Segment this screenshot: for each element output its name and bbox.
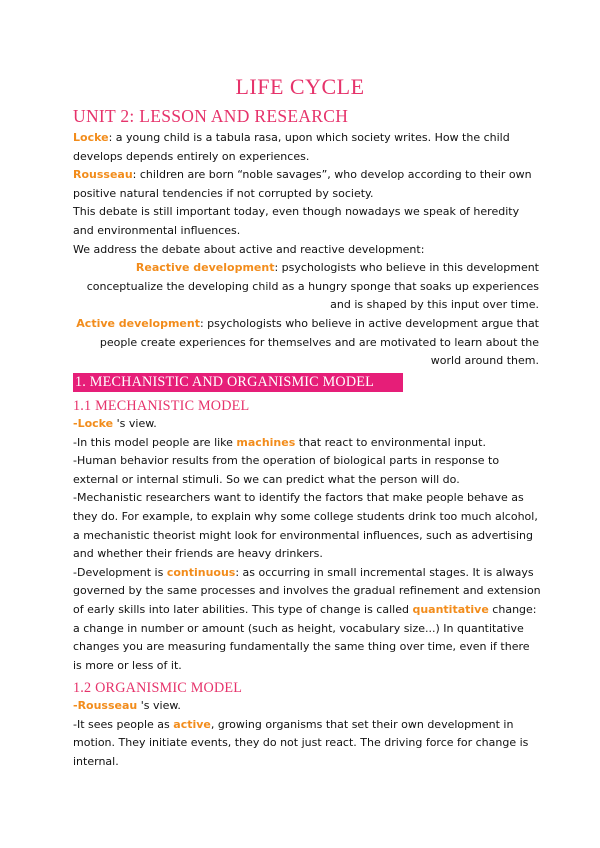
quantitative-term: quantitative xyxy=(412,602,489,616)
organismic-body xyxy=(73,697,541,771)
mechanistic-p1 xyxy=(73,434,541,453)
rousseau-text: : children are born “noble savages”, who develop according to their own positive natural tendencies if not corrupted by society. xyxy=(73,168,532,200)
view-dash: - xyxy=(73,417,78,430)
unit-heading: UNIT 2: LESSON AND RESEARCH xyxy=(73,106,349,126)
machines-term: machines xyxy=(236,435,296,449)
org-p1-text-b: , growing organisms that set their own development in motion. They initiate events, they do not just react. The driving force for change is internal. xyxy=(73,717,529,768)
mechanistic-p2: -Human behavior results from the operation of biological parts in response to external or internal stimuli. So we can predict what the person will do. xyxy=(73,454,500,486)
mechanistic-body xyxy=(73,415,541,675)
active-term: Active development xyxy=(76,316,200,330)
locke-term: Locke xyxy=(73,131,109,144)
locke-ref: Locke xyxy=(77,417,114,430)
reactive-term: Reactive development xyxy=(135,261,275,275)
locke-text: : a young child is a tabula rasa, upon which society writes. How the child develops depends entirely on experiences. xyxy=(73,131,510,163)
continuous-term: continuous xyxy=(166,565,236,579)
subsection-1-1-heading: 1.1 MECHANISTIC MODEL xyxy=(73,398,250,414)
address-paragraph: We address the debate about active and reactive development: xyxy=(73,242,425,256)
p1-text-b: that react to environmental input. xyxy=(295,435,486,449)
view-text: 's view. xyxy=(113,417,157,430)
subsection-1-2-heading: 1.2 ORGANISMIC MODEL xyxy=(73,680,243,696)
intro-block xyxy=(73,129,539,371)
section-1-heading: 1. MECHANISTIC AND ORGANISMIC MODEL xyxy=(73,373,403,392)
organismic-p1 xyxy=(73,716,541,772)
p4-text-c: change: a change in number or amount (such as height, vocabulary size...) In quantitative changes you are measuring fundamentally the same thing over time, even if there is more or less of it. xyxy=(73,602,537,672)
active-term-2: active xyxy=(173,717,211,731)
reactive-paragraph xyxy=(73,259,539,315)
p4-text-a: -Development is xyxy=(73,565,167,579)
organismic-view-line xyxy=(73,697,541,716)
page-title: LIFE CYCLE xyxy=(235,74,365,99)
view-text-2: 's view. xyxy=(137,699,181,712)
reactive-text: : psychologists who believe in this development conceptualize the developing child as a hungry sponge that soaks up experiences and is shaped by this input over time. xyxy=(86,261,539,312)
view-dash-2: - xyxy=(73,699,78,712)
mechanistic-view-line xyxy=(73,415,541,434)
active-paragraph xyxy=(73,315,539,371)
mechanistic-p3: -Mechanistic researchers want to identify the factors that make people behave as they do. For example, to explain why some college students drink too much alcohol, a mechanistic theorist might look for environmental influences, such as advertising and whether their friends are heavy drinkers. xyxy=(73,491,538,561)
p4-text-b: : as occurring in small incremental stages. It is always governed by the same processes and involves the gradual refinement and extension of early skills into later abilities. This type of change is called xyxy=(73,565,541,616)
locke-paragraph xyxy=(73,129,539,166)
rousseau-term: Rousseau xyxy=(73,168,133,182)
org-p1-text-a: -It sees people as xyxy=(73,717,174,731)
debate-paragraph: This debate is still important today, even though nowadays we speak of heredity and environmental influences. xyxy=(73,205,520,237)
rousseau-ref: Rousseau xyxy=(77,699,138,712)
mechanistic-p4 xyxy=(73,564,541,676)
active-text: : psychologists who believe in active development argue that people create experiences for themselves and are motivated to learn about the world around them. xyxy=(99,316,539,368)
p1-text-a: -In this model people are like xyxy=(73,435,237,449)
rousseau-paragraph xyxy=(73,166,539,203)
